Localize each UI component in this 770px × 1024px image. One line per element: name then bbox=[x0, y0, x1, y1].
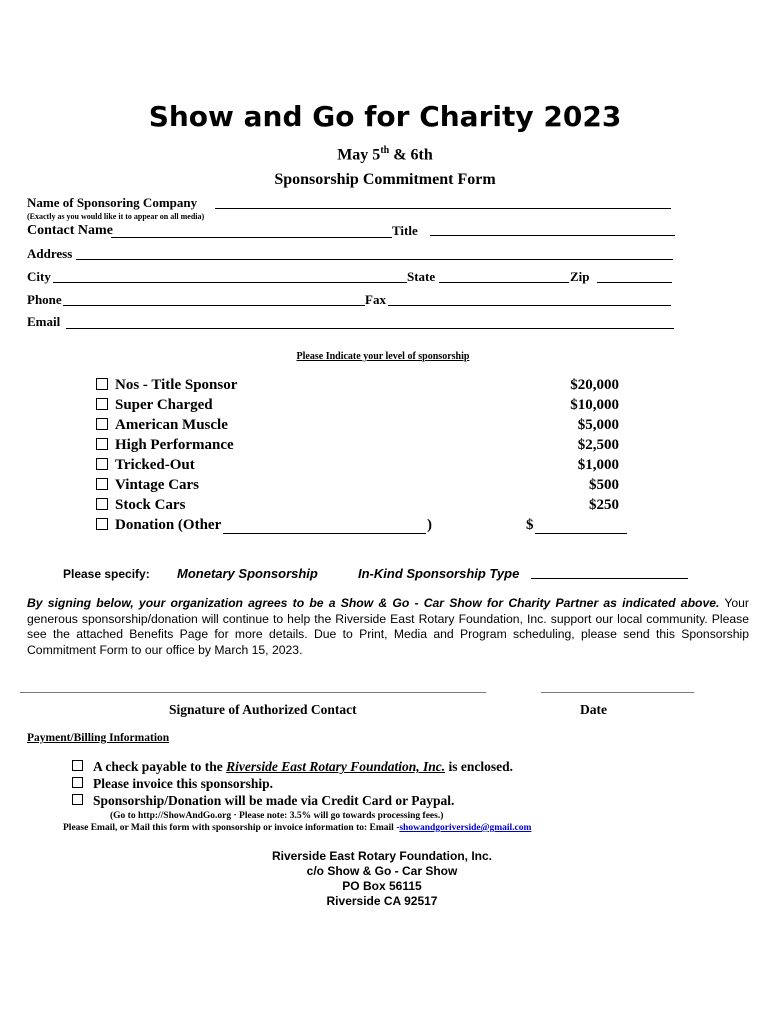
agreement-text: Your generous sponsorship/donation will continue to help the Riverside East Rotary Foundation, Inc. support our local community. Please see the attached Benefits Page for more details. Due to Print, Media and Program scheduling, please send this Sponsorship Commitment Form to our office by March 15, 2023. bbox=[27, 596, 749, 657]
phone-field[interactable] bbox=[63, 305, 365, 306]
address-field[interactable] bbox=[76, 259, 673, 260]
date-text: May 5 bbox=[337, 146, 381, 164]
check-text: A check payable to the bbox=[93, 759, 227, 774]
level-amount: $5,000 bbox=[577, 417, 619, 433]
checkbox-icon[interactable] bbox=[72, 794, 83, 805]
phone-label: Phone bbox=[27, 292, 62, 307]
city-label: City bbox=[27, 269, 51, 284]
payment-check-option[interactable] bbox=[72, 759, 513, 775]
email-instruction bbox=[63, 823, 531, 833]
checkbox-icon[interactable] bbox=[72, 760, 83, 771]
level-option[interactable] bbox=[96, 437, 234, 454]
title-label: Title bbox=[392, 223, 418, 238]
checkbox-icon[interactable] bbox=[96, 378, 108, 390]
agreement-bold: By signing below, your organization agrees to be a Show & Go - Car Show for Charity Partner as indicated above. bbox=[27, 596, 720, 610]
level-label: Stock Cars bbox=[115, 497, 186, 513]
email-label: Email bbox=[27, 314, 61, 329]
level-label: Vintage Cars bbox=[115, 477, 200, 493]
checkbox-icon[interactable] bbox=[96, 438, 108, 450]
level-amount: $10,000 bbox=[570, 397, 619, 413]
level-amount: $500 bbox=[589, 477, 619, 493]
inkind-option[interactable]: In-Kind Sponsorship Type bbox=[358, 566, 520, 581]
specify-label: Please specify: bbox=[63, 567, 150, 581]
donation-close: ) bbox=[427, 517, 432, 533]
date-text-end: & 6th bbox=[389, 146, 433, 164]
page-title: Show and Go for Charity 2023 bbox=[148, 100, 622, 133]
donation-option[interactable] bbox=[96, 517, 221, 534]
agreement-paragraph bbox=[27, 596, 749, 658]
event-date bbox=[0, 145, 770, 164]
level-amount: $250 bbox=[589, 497, 619, 513]
date-label: Date bbox=[580, 702, 607, 717]
email-link[interactable]: showandgoriverside@gmail.com bbox=[399, 823, 532, 833]
contact-field[interactable] bbox=[111, 237, 392, 238]
fax-field[interactable] bbox=[388, 305, 671, 306]
level-label: Tricked-Out bbox=[115, 457, 195, 473]
date-sup: th bbox=[380, 145, 390, 156]
donation-other-field[interactable] bbox=[223, 533, 426, 534]
monetary-option[interactable]: Monetary Sponsorship bbox=[177, 566, 318, 581]
payment-card-option[interactable] bbox=[72, 793, 454, 809]
zip-label: Zip bbox=[570, 269, 590, 284]
address-label: Address bbox=[27, 246, 73, 261]
level-option[interactable] bbox=[96, 477, 199, 494]
checkbox-icon[interactable] bbox=[96, 418, 108, 430]
fax-label: Fax bbox=[365, 292, 386, 307]
check-payee: Riverside East Rotary Foundation, Inc. bbox=[226, 759, 446, 774]
email-instruction-text: Please Email, or Mail this form with sponsorship or invoice information to: Email - bbox=[63, 823, 400, 833]
donation-label: Donation (Other bbox=[115, 517, 222, 533]
level-option[interactable] bbox=[96, 497, 185, 514]
checkbox-icon[interactable] bbox=[96, 398, 108, 410]
payment-invoice-option[interactable] bbox=[72, 776, 273, 792]
level-option[interactable] bbox=[96, 457, 195, 474]
level-label: Super Charged bbox=[115, 397, 213, 413]
card-text: Sponsorship/Donation will be made via Credit Card or Paypal. bbox=[93, 793, 455, 808]
level-option[interactable] bbox=[96, 377, 237, 394]
signature-line[interactable] bbox=[20, 692, 486, 693]
payment-note: (Go to http://ShowAndGo.org · Please note: 3.5% will go towards processing fees.) bbox=[110, 811, 444, 821]
email-field[interactable] bbox=[66, 328, 674, 329]
state-label: State bbox=[407, 269, 436, 284]
invoice-text: Please invoice this sponsorship. bbox=[93, 776, 274, 791]
level-amount: $1,000 bbox=[577, 457, 619, 473]
mail-address-line2: c/o Show & Go - Car Show bbox=[306, 864, 458, 878]
checkbox-icon[interactable] bbox=[96, 478, 108, 490]
checkbox-icon[interactable] bbox=[96, 518, 108, 530]
checkbox-icon[interactable] bbox=[72, 777, 83, 788]
company-field[interactable] bbox=[215, 208, 671, 209]
level-amount: $20,000 bbox=[570, 377, 619, 393]
payment-heading: Payment/Billing Information bbox=[27, 732, 170, 744]
date-line[interactable] bbox=[541, 692, 694, 693]
level-amount: $2,500 bbox=[577, 437, 619, 453]
level-label: High Performance bbox=[115, 437, 234, 453]
mail-address-line4: Riverside CA 92517 bbox=[326, 894, 438, 908]
zip-field[interactable] bbox=[597, 282, 672, 283]
company-note: (Exactly as you would like it to appear on all media) bbox=[27, 212, 205, 221]
state-field[interactable] bbox=[439, 282, 569, 283]
city-field[interactable] bbox=[53, 282, 407, 283]
contact-label: Contact Name bbox=[27, 223, 113, 238]
checkbox-icon[interactable] bbox=[96, 498, 108, 510]
check-text-end: is enclosed. bbox=[445, 759, 514, 774]
level-option[interactable] bbox=[96, 397, 213, 414]
level-label: Nos - Title Sponsor bbox=[115, 377, 238, 393]
donation-amount-field[interactable] bbox=[535, 533, 627, 534]
title-field[interactable] bbox=[430, 235, 675, 236]
levels-heading: Please Indicate your level of sponsorship bbox=[296, 351, 470, 362]
signature-label: Signature of Authorized Contact bbox=[169, 702, 357, 717]
mail-address-line3: PO Box 56115 bbox=[342, 879, 422, 893]
inkind-type-field[interactable] bbox=[531, 578, 688, 579]
level-label: American Muscle bbox=[115, 417, 228, 433]
form-title: Sponsorship Commitment Form bbox=[274, 171, 496, 188]
company-label: Name of Sponsoring Company bbox=[27, 195, 198, 210]
donation-dollar: $ bbox=[526, 517, 534, 533]
level-option[interactable] bbox=[96, 417, 228, 434]
mail-address-line1: Riverside East Rotary Foundation, Inc. bbox=[271, 849, 493, 863]
checkbox-icon[interactable] bbox=[96, 458, 108, 470]
